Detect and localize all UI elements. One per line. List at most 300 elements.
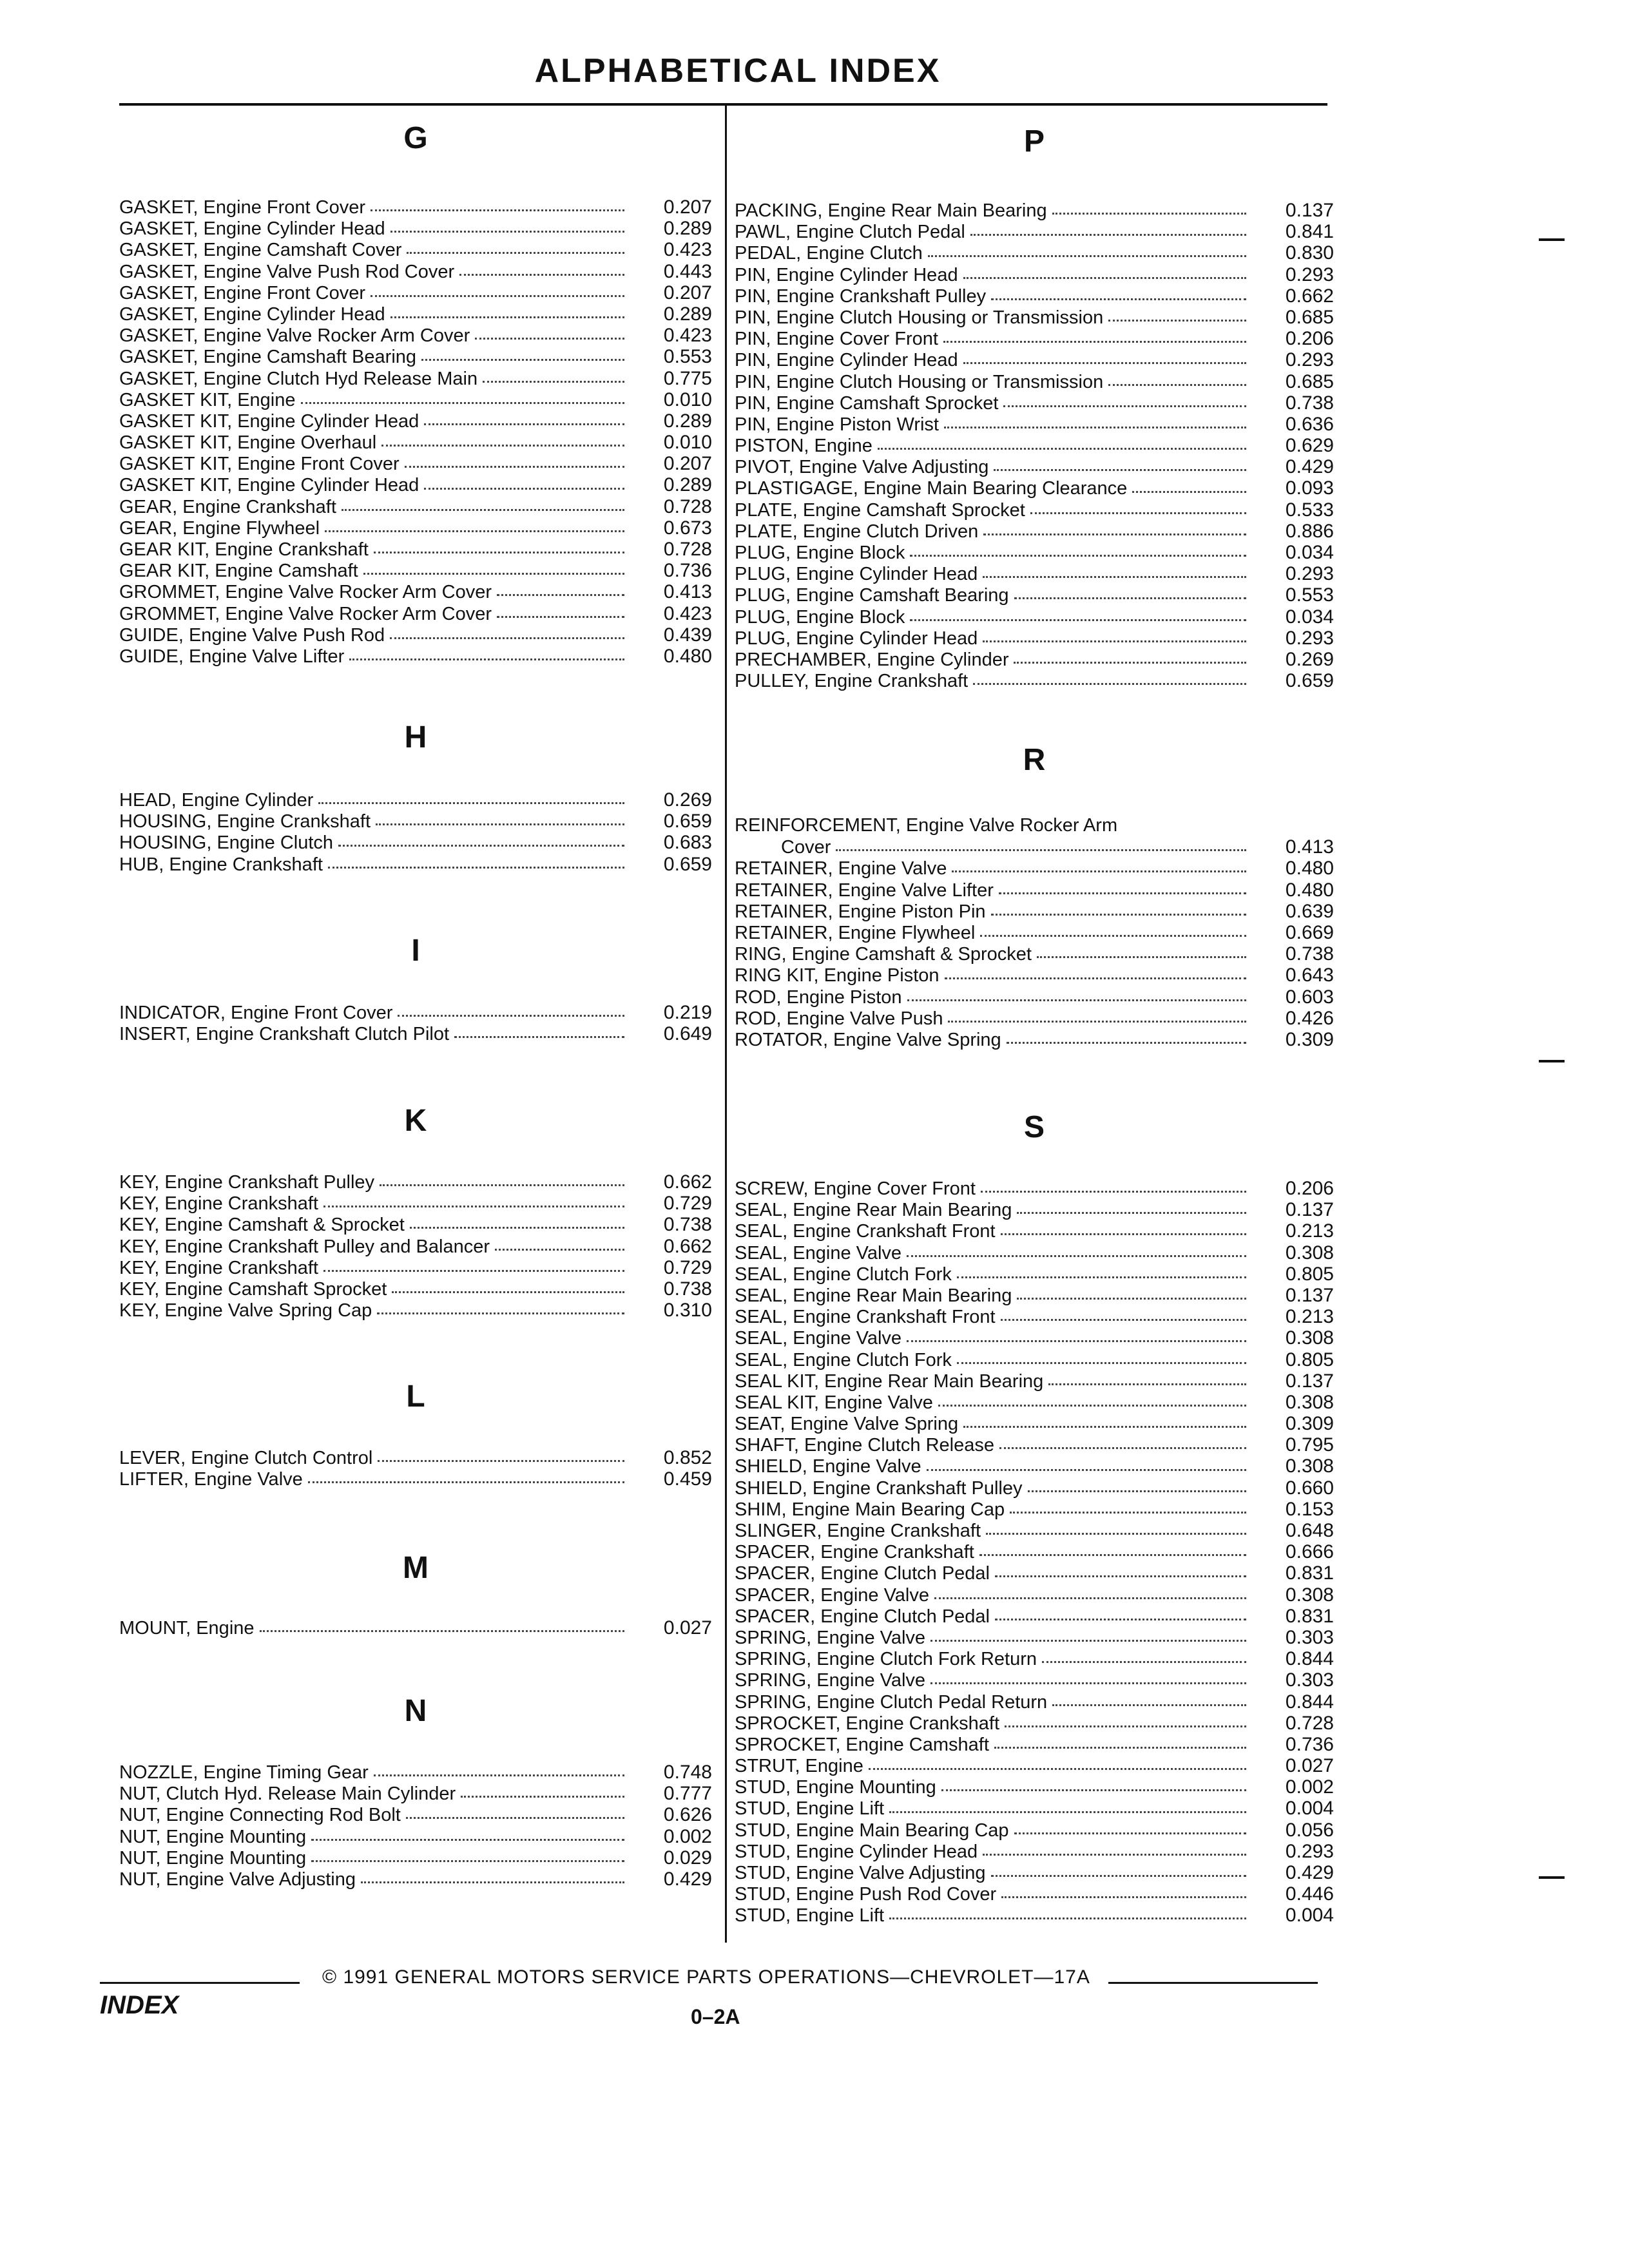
entry-page-number: 0.685 <box>1285 370 1334 392</box>
index-entry <box>735 563 1334 584</box>
section-i <box>119 932 712 1045</box>
entry-name: NOZZLE, Engine Timing Gear <box>119 1762 369 1783</box>
entry-page-number: 0.413 <box>1285 836 1334 858</box>
section-letter: N <box>404 1694 427 1728</box>
index-entry <box>119 560 712 581</box>
entry-page-number: 0.748 <box>663 1762 712 1783</box>
entry-name: GROMMET, Engine Valve Rocker Arm Cover <box>119 603 492 624</box>
entry-name: PISTON, Engine <box>735 436 872 457</box>
dot-leader <box>994 469 1246 471</box>
entry-page-number: 0.423 <box>663 325 712 347</box>
index-entry <box>735 1327 1334 1349</box>
entry-page-number: 0.775 <box>663 367 712 389</box>
index-entry <box>735 1370 1334 1392</box>
entry-name: GROMMET, Engine Valve Rocker Arm Cover <box>119 582 492 603</box>
index-entry <box>735 670 1334 691</box>
dot-leader <box>957 1362 1246 1364</box>
entry-name: INSERT, Engine Crankshaft Clutch Pilot <box>119 1024 450 1045</box>
entry-name: GEAR, Engine Flywheel <box>119 517 320 539</box>
dot-leader <box>994 1747 1246 1749</box>
entry-page-number: 0.777 <box>663 1783 712 1805</box>
entry-name: GUIDE, Engine Valve Push Rod <box>119 624 385 646</box>
entry-page-number: 0.626 <box>663 1804 712 1826</box>
index-entry <box>119 389 712 410</box>
dot-leader <box>311 1860 624 1862</box>
index-entry <box>735 1477 1334 1499</box>
dot-leader <box>943 341 1246 343</box>
dot-leader <box>374 552 624 553</box>
section-letter: I <box>411 934 420 968</box>
index-entry <box>735 1820 1334 1841</box>
entry-name: KEY, Engine Camshaft Sprocket <box>119 1278 387 1300</box>
dot-leader <box>995 1575 1246 1577</box>
index-entry <box>735 371 1334 392</box>
entry-name: SHIELD, Engine Valve <box>735 1456 921 1477</box>
entry-name: HUB, Engine Crankshaft <box>119 854 323 875</box>
index-entry <box>735 392 1334 414</box>
index-entry <box>119 1236 712 1257</box>
index-entry <box>119 1804 712 1825</box>
entry-name: SLINGER, Engine Crankshaft <box>735 1521 981 1541</box>
index-entry <box>735 328 1334 349</box>
index-entry <box>735 1691 1334 1713</box>
dot-leader <box>963 277 1246 279</box>
entry-page-number: 0.886 <box>1285 520 1334 542</box>
entry-name: SPROCKET, Engine Camshaft <box>735 1734 989 1755</box>
index-entry <box>735 649 1334 670</box>
entry-name: HEAD, Engine Cylinder <box>119 790 314 811</box>
dot-leader <box>980 935 1246 937</box>
dot-leader <box>1017 1212 1246 1214</box>
index-entry <box>735 1220 1334 1242</box>
index-entry <box>735 943 1334 965</box>
entry-name: PRECHAMBER, Engine Cylinder <box>735 649 1009 670</box>
entry-name: GASKET, Engine Valve Rocker Arm Cover <box>119 325 470 347</box>
dot-leader <box>390 231 624 233</box>
entry-page-number: 0.639 <box>1285 900 1334 922</box>
entry-page-number: 0.603 <box>1285 986 1334 1008</box>
entry-page-number: 0.004 <box>1285 1798 1334 1820</box>
entry-page-number: 0.426 <box>1285 1007 1334 1029</box>
entry-name: SEAL KIT, Engine Valve <box>735 1392 933 1413</box>
entry-name: PLATE, Engine Clutch Driven <box>735 521 979 542</box>
index-entry <box>119 1447 712 1468</box>
entry-page-number: 0.685 <box>1285 306 1334 328</box>
index-entry <box>119 539 712 560</box>
entry-page-number: 0.446 <box>1285 1883 1334 1905</box>
index-entry <box>735 1669 1334 1691</box>
dot-leader <box>1014 597 1246 599</box>
entry-page-number: 0.293 <box>1285 627 1334 649</box>
entry-page-number: 0.206 <box>1285 328 1334 350</box>
entry-name: SEAL, Engine Clutch Fork <box>735 1264 952 1285</box>
entry-name: NUT, Engine Connecting Rod Bolt <box>119 1805 401 1826</box>
entry-name: PLUG, Engine Camshaft Bearing <box>735 585 1009 606</box>
entry-name: ROTATOR, Engine Valve Spring <box>735 1029 1001 1050</box>
entry-page-number: 0.010 <box>663 432 712 454</box>
index-entry <box>735 435 1334 456</box>
dot-leader <box>948 1021 1246 1023</box>
entry-page-number: 0.293 <box>1285 1840 1334 1862</box>
dot-leader <box>323 1270 624 1272</box>
dot-leader <box>497 616 624 618</box>
entry-page-number: 0.553 <box>663 346 712 368</box>
entry-page-number: 0.649 <box>663 1023 712 1045</box>
entry-list <box>119 197 712 667</box>
index-entry <box>735 1499 1334 1520</box>
index-entry <box>735 815 1334 836</box>
index-entry <box>735 1734 1334 1755</box>
entry-page-number: 0.728 <box>663 495 712 517</box>
index-entry <box>735 1841 1334 1862</box>
index-entry <box>735 1456 1334 1477</box>
entry-page-number: 0.219 <box>663 1002 712 1023</box>
index-entry <box>119 1783 712 1804</box>
index-entry <box>735 922 1334 943</box>
entry-page-number: 0.683 <box>663 832 712 854</box>
dot-leader <box>991 298 1246 300</box>
index-entry <box>119 832 712 853</box>
dot-leader <box>406 1817 624 1819</box>
dot-leader <box>1014 662 1246 664</box>
entry-page-number: 0.662 <box>663 1171 712 1193</box>
entry-page-number: 0.027 <box>1285 1755 1334 1777</box>
entry-page-number: 0.459 <box>663 1468 712 1490</box>
entry-name: SEAL, Engine Crankshaft Front <box>735 1307 996 1328</box>
index-entry <box>735 1798 1334 1819</box>
margin-mark <box>1539 238 1565 241</box>
index-entry <box>735 1905 1334 1926</box>
dot-leader <box>390 637 624 639</box>
dot-leader <box>454 1036 624 1038</box>
index-entry <box>735 1648 1334 1669</box>
index-entry <box>119 1257 712 1278</box>
dot-leader <box>907 999 1246 1001</box>
entry-page-number: 0.137 <box>1285 1199 1334 1221</box>
dot-leader <box>944 427 1246 428</box>
footer-section-label: INDEX <box>100 1991 179 2019</box>
entry-page-number: 0.309 <box>1285 1413 1334 1435</box>
dot-leader <box>907 1255 1246 1257</box>
index-entry <box>735 1029 1334 1050</box>
entry-page-number: 0.728 <box>663 539 712 560</box>
entry-name: PLUG, Engine Block <box>735 543 905 563</box>
dot-leader <box>999 1447 1246 1449</box>
section-letter: H <box>404 720 427 754</box>
entry-list <box>735 1178 1334 1927</box>
index-entry <box>735 542 1334 563</box>
entry-page-number: 0.738 <box>1285 392 1334 414</box>
index-entry <box>735 456 1334 477</box>
entry-name: LIFTER, Engine Valve <box>119 1469 303 1490</box>
entry-name: LEVER, Engine Clutch Control <box>119 1448 373 1468</box>
index-entry <box>735 1242 1334 1264</box>
dot-leader <box>1037 956 1246 958</box>
entry-page-number: 0.153 <box>1285 1498 1334 1520</box>
dot-leader <box>869 1768 1246 1770</box>
section-letter: G <box>403 121 428 155</box>
entry-name: NUT, Clutch Hyd. Release Main Cylinder <box>119 1783 456 1805</box>
entry-name: HOUSING, Engine Crankshaft <box>119 811 371 832</box>
entry-page-number: 0.666 <box>1285 1541 1334 1563</box>
entry-page-number: 0.736 <box>663 560 712 582</box>
entry-list <box>119 1171 712 1321</box>
dot-leader <box>934 1597 1246 1599</box>
dot-leader <box>497 594 624 596</box>
dot-leader <box>260 1630 624 1632</box>
entry-name: GEAR KIT, Engine Camshaft <box>119 561 358 582</box>
dot-leader <box>1001 1233 1246 1235</box>
dot-leader <box>979 1554 1246 1556</box>
entry-page-number: 0.738 <box>1285 943 1334 965</box>
index-entry <box>119 603 712 624</box>
entry-name: PLUG, Engine Block <box>735 606 905 628</box>
index-entry <box>119 346 712 367</box>
section-m <box>119 1549 712 1639</box>
index-entry <box>735 858 1334 879</box>
index-entry <box>119 410 712 432</box>
dot-leader <box>983 640 1246 642</box>
index-entry <box>735 1541 1334 1562</box>
dot-leader <box>1048 1383 1246 1385</box>
dot-leader <box>910 555 1246 557</box>
index-entry <box>119 1023 712 1044</box>
dot-leader <box>1108 384 1246 386</box>
section-letter: S <box>1023 1110 1045 1144</box>
index-entry <box>735 285 1334 307</box>
entry-page-number: 0.303 <box>1285 1626 1334 1648</box>
dot-leader <box>1001 1319 1246 1321</box>
entry-name: SEAL, Engine Valve <box>735 1328 902 1349</box>
entry-page-number: 0.643 <box>1285 965 1334 986</box>
entry-name: STUD, Engine Mounting <box>735 1777 936 1798</box>
index-entry <box>735 499 1334 521</box>
entry-page-number: 0.303 <box>1285 1669 1334 1691</box>
dot-leader <box>991 914 1246 916</box>
entry-name: Cover <box>781 837 831 858</box>
entry-name: GASKET KIT, Engine Overhaul <box>119 432 377 454</box>
index-entry <box>119 218 712 239</box>
dot-leader <box>325 530 624 532</box>
dot-leader <box>301 402 625 404</box>
section-k <box>119 1102 712 1321</box>
entry-page-number: 0.293 <box>1285 349 1334 371</box>
entry-name: SEAL, Engine Valve <box>735 1242 902 1264</box>
entry-name: GASKET, Engine Camshaft Cover <box>119 240 402 261</box>
dot-leader <box>424 423 624 425</box>
dot-leader <box>1132 491 1246 493</box>
index-entry <box>735 584 1334 606</box>
entry-page-number: 0.137 <box>1285 1284 1334 1306</box>
entry-name: REINFORCEMENT, Engine Valve Rocker Arm <box>735 815 1118 836</box>
dot-leader <box>927 1469 1246 1471</box>
entry-name: KEY, Engine Valve Spring Cap <box>119 1300 372 1321</box>
entry-page-number: 0.206 <box>1285 1178 1334 1199</box>
entry-page-number: 0.844 <box>1285 1691 1334 1713</box>
margin-mark <box>1539 1060 1565 1062</box>
index-entry <box>119 261 712 282</box>
dot-leader <box>483 381 624 383</box>
index-entry <box>119 1468 712 1490</box>
index-entry <box>119 303 712 325</box>
index-entry <box>119 1171 712 1193</box>
entry-page-number: 0.308 <box>1285 1327 1334 1349</box>
entry-name: GUIDE, Engine Valve Lifter <box>119 646 345 667</box>
section-r <box>735 741 1334 1050</box>
entry-page-number: 0.029 <box>663 1847 712 1869</box>
dot-leader <box>957 1276 1246 1278</box>
section-letter: P <box>1023 124 1045 159</box>
entry-name: INDICATOR, Engine Front Cover <box>119 1003 393 1023</box>
entry-name: SPACER, Engine Crankshaft <box>735 1542 974 1563</box>
entry-page-number: 0.673 <box>663 517 712 539</box>
entry-page-number: 0.480 <box>1285 879 1334 901</box>
index-entry <box>735 1199 1334 1220</box>
index-entry <box>735 1178 1334 1199</box>
entry-page-number: 0.841 <box>1285 221 1334 243</box>
entry-page-number: 0.660 <box>1285 1477 1334 1499</box>
index-entry <box>119 1826 712 1847</box>
dot-leader <box>421 359 624 361</box>
index-entry <box>735 606 1334 628</box>
index-entry <box>119 474 712 495</box>
dot-leader <box>963 362 1246 364</box>
index-entry <box>735 986 1334 1008</box>
dot-leader <box>318 802 624 804</box>
entry-page-number: 0.480 <box>663 645 712 667</box>
index-entry <box>735 1008 1334 1029</box>
index-entry <box>735 1264 1334 1285</box>
entry-name: KEY, Engine Crankshaft <box>119 1193 318 1215</box>
index-entry <box>735 1520 1334 1541</box>
entry-page-number: 0.844 <box>1285 1648 1334 1670</box>
entry-name: GASKET, Engine Cylinder Head <box>119 218 385 240</box>
entry-name: NUT, Engine Mounting <box>119 1826 307 1847</box>
entry-name: SPACER, Engine Valve <box>735 1584 929 1606</box>
index-entry <box>119 325 712 346</box>
dot-leader <box>941 1789 1246 1791</box>
entry-name: PLATE, Engine Camshaft Sprocket <box>735 499 1025 521</box>
dot-leader <box>374 1774 624 1776</box>
entry-page-number: 0.213 <box>1285 1306 1334 1328</box>
dot-leader <box>928 255 1246 257</box>
dot-leader <box>1001 1896 1246 1898</box>
entry-name: RING, Engine Camshaft & Sprocket <box>735 944 1032 965</box>
section-g <box>119 119 712 667</box>
index-entry <box>119 453 712 474</box>
entry-name: ROD, Engine Valve Push <box>735 1008 943 1029</box>
entry-name: GEAR KIT, Engine Crankshaft <box>119 539 369 560</box>
entry-name: SPRING, Engine Clutch Pedal Return <box>735 1691 1048 1713</box>
index-entry <box>735 1606 1334 1627</box>
dot-leader <box>963 1426 1246 1428</box>
index-entry <box>735 349 1334 370</box>
entry-page-number: 0.662 <box>663 1235 712 1257</box>
index-entry <box>735 200 1334 221</box>
section-letter: L <box>406 1379 425 1414</box>
entry-list <box>119 1002 712 1044</box>
entry-page-number: 0.729 <box>663 1193 712 1215</box>
entry-page-number: 0.289 <box>663 410 712 432</box>
entry-page-number: 0.137 <box>1285 1370 1334 1392</box>
entry-page-number: 0.056 <box>1285 1819 1334 1841</box>
entry-name: PIN, Engine Camshaft Sprocket <box>735 392 999 414</box>
entry-name: PAWL, Engine Clutch Pedal <box>735 222 965 243</box>
dot-leader <box>889 1811 1246 1813</box>
dot-leader <box>407 252 624 254</box>
entry-page-number: 0.010 <box>663 389 712 410</box>
entry-page-number: 0.738 <box>663 1278 712 1300</box>
dot-leader <box>1042 1661 1246 1663</box>
entry-name: SHIM, Engine Main Bearing Cap <box>735 1499 1005 1520</box>
entry-name: PIVOT, Engine Valve Adjusting <box>735 457 989 478</box>
index-entry <box>119 1847 712 1869</box>
entry-name: KEY, Engine Crankshaft <box>119 1257 318 1278</box>
entry-page-number: 0.423 <box>663 239 712 261</box>
entry-page-number: 0.648 <box>1285 1520 1334 1541</box>
entry-name: GASKET, Engine Cylinder Head <box>119 303 385 325</box>
dot-leader <box>1010 1512 1246 1514</box>
entry-name: PLUG, Engine Cylinder Head <box>735 628 978 649</box>
entry-name: HOUSING, Engine Clutch <box>119 832 334 854</box>
entry-name: SEAL, Engine Rear Main Bearing <box>735 1285 1012 1306</box>
dot-leader <box>1052 213 1246 215</box>
entry-page-number: 0.308 <box>1285 1584 1334 1606</box>
entry-name: PULLEY, Engine Crankshaft <box>735 671 969 692</box>
index-entry <box>735 1413 1334 1434</box>
entry-name: PIN, Engine Crankshaft Pulley <box>735 285 987 307</box>
entry-name: SEAL KIT, Engine Rear Main Bearing <box>735 1370 1044 1392</box>
entry-name: GASKET KIT, Engine Cylinder Head <box>119 410 419 432</box>
entry-page-number: 0.213 <box>1285 1220 1334 1242</box>
entry-page-number: 0.831 <box>1285 1605 1334 1627</box>
entry-page-number: 0.310 <box>663 1300 712 1321</box>
dot-leader <box>907 1340 1246 1342</box>
entry-name: SEAL, Engine Crankshaft Front <box>735 1221 996 1242</box>
dot-leader <box>889 1917 1246 1919</box>
index-entry <box>735 264 1334 285</box>
page-number: 0–2A <box>691 2005 740 2028</box>
index-entry <box>119 811 712 832</box>
entry-name: GASKET, Engine Camshaft Bearing <box>119 347 417 368</box>
entry-page-number: 0.413 <box>663 581 712 603</box>
entry-name: GASKET KIT, Engine Front Cover <box>119 454 400 475</box>
index-entry <box>735 477 1334 499</box>
dot-leader <box>945 977 1246 979</box>
entry-name: SPROCKET, Engine Crankshaft <box>735 1713 1000 1734</box>
section-letter: R <box>1023 743 1046 777</box>
entry-page-number: 0.027 <box>663 1617 712 1639</box>
entry-page-number: 0.269 <box>663 789 712 811</box>
entry-name: KEY, Engine Camshaft & Sprocket <box>119 1215 405 1236</box>
entry-name: SHIELD, Engine Crankshaft Pulley <box>735 1477 1023 1499</box>
entry-page-number: 0.805 <box>1285 1349 1334 1370</box>
footer-rule-left <box>100 1982 300 1984</box>
entry-name: STUD, Engine Cylinder Head <box>735 1841 978 1862</box>
entry-name: RETAINER, Engine Flywheel <box>735 922 976 943</box>
index-entry <box>735 1883 1334 1905</box>
entry-page-number: 0.429 <box>663 1868 712 1890</box>
entry-page-number: 0.289 <box>663 474 712 496</box>
index-entry <box>735 521 1334 542</box>
dot-leader <box>424 488 624 490</box>
dot-leader <box>983 576 1246 578</box>
index-entry <box>735 414 1334 435</box>
entry-page-number: 0.852 <box>663 1447 712 1468</box>
entry-name: KEY, Engine Crankshaft Pulley <box>119 1172 375 1193</box>
entry-page-number: 0.439 <box>663 624 712 646</box>
entry-page-number: 0.429 <box>1285 456 1334 478</box>
